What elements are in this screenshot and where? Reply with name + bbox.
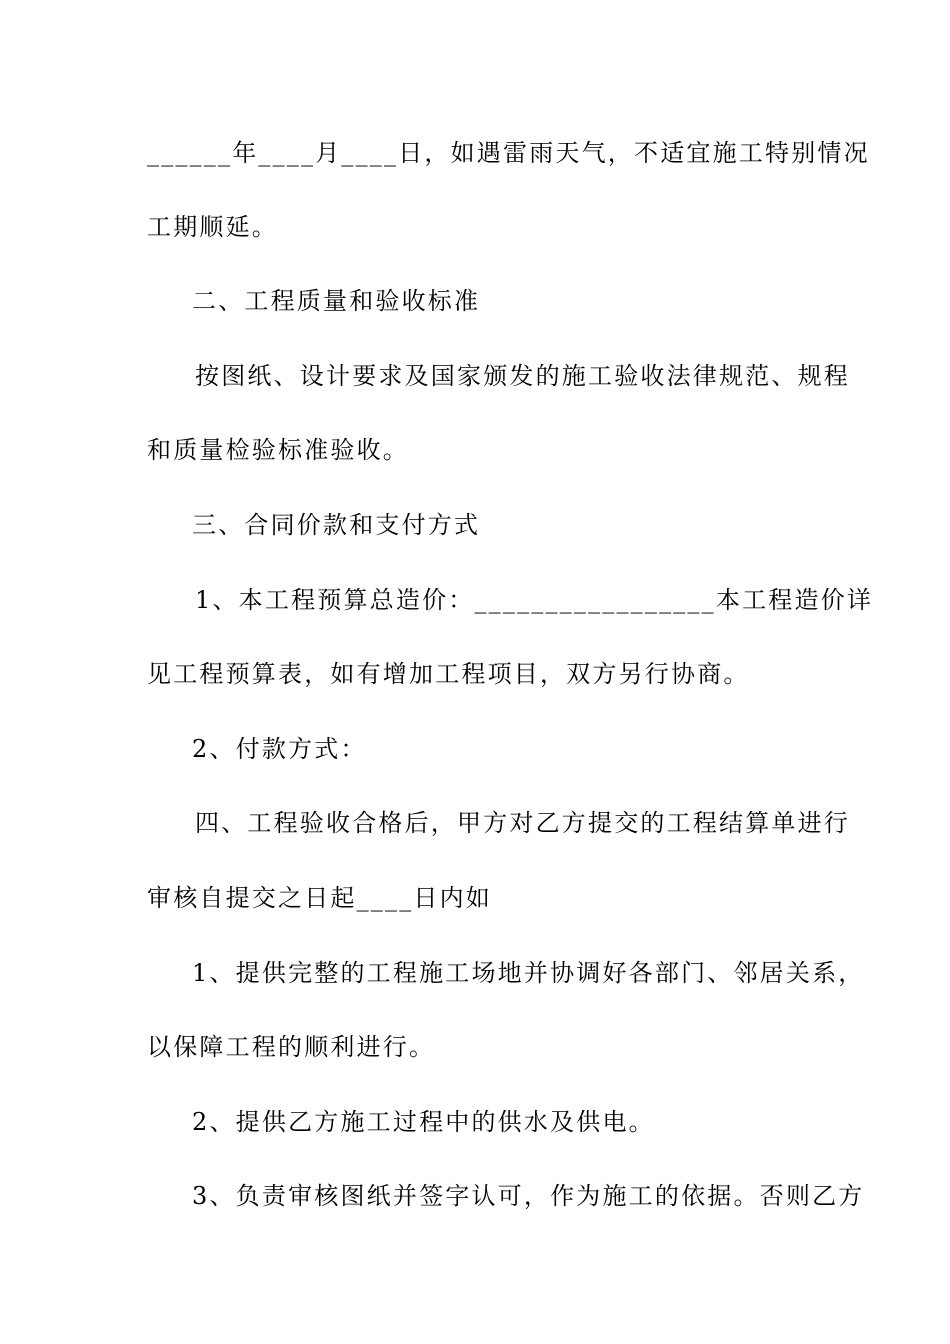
paragraph-line-drawings: 3、负责审核图纸并签字认可，作为施工的依据。否则乙方 (192, 1182, 865, 1210)
paragraph-line-acceptance-cont: 审核自提交之日起____日内如 (147, 884, 492, 912)
paragraph-line-utilities: 2、提供乙方施工过程中的供水及供电。 (192, 1108, 655, 1136)
paragraph-line-site-cont: 以保障工程的顺利进行。 (147, 1033, 436, 1061)
section-heading-price: 三、合同价款和支付方式 (192, 511, 481, 539)
paragraph-line-standards-cont: 和质量检验标准验收。 (147, 436, 409, 464)
paragraph-line-total-cost-cont: 见工程预算表，如有增加工程项目，双方另行协商。 (147, 660, 750, 688)
paragraph-line-total-cost: 1、本工程预算总造价：_________________本工程造价详 (195, 586, 874, 614)
paragraph-line-site: 1、提供完整的工程施工场地并协调好各部门、邻居关系， (192, 959, 865, 987)
paragraph-line-standards: 按图纸、设计要求及国家颁发的施工验收法律规范、规程 (195, 362, 850, 390)
section-heading-quality: 二、工程质量和验收标准 (192, 287, 481, 315)
paragraph-line-payment: 2、付款方式： (192, 735, 367, 763)
paragraph-line-schedule-cont: 工期顺延。 (147, 213, 278, 241)
paragraph-line-schedule: ______年____月____日，如遇雷雨天气，不适宜施工特别情况 (147, 139, 870, 167)
paragraph-line-acceptance: 四、工程验收合格后，甲方对乙方提交的工程结算单进行 (195, 809, 850, 837)
